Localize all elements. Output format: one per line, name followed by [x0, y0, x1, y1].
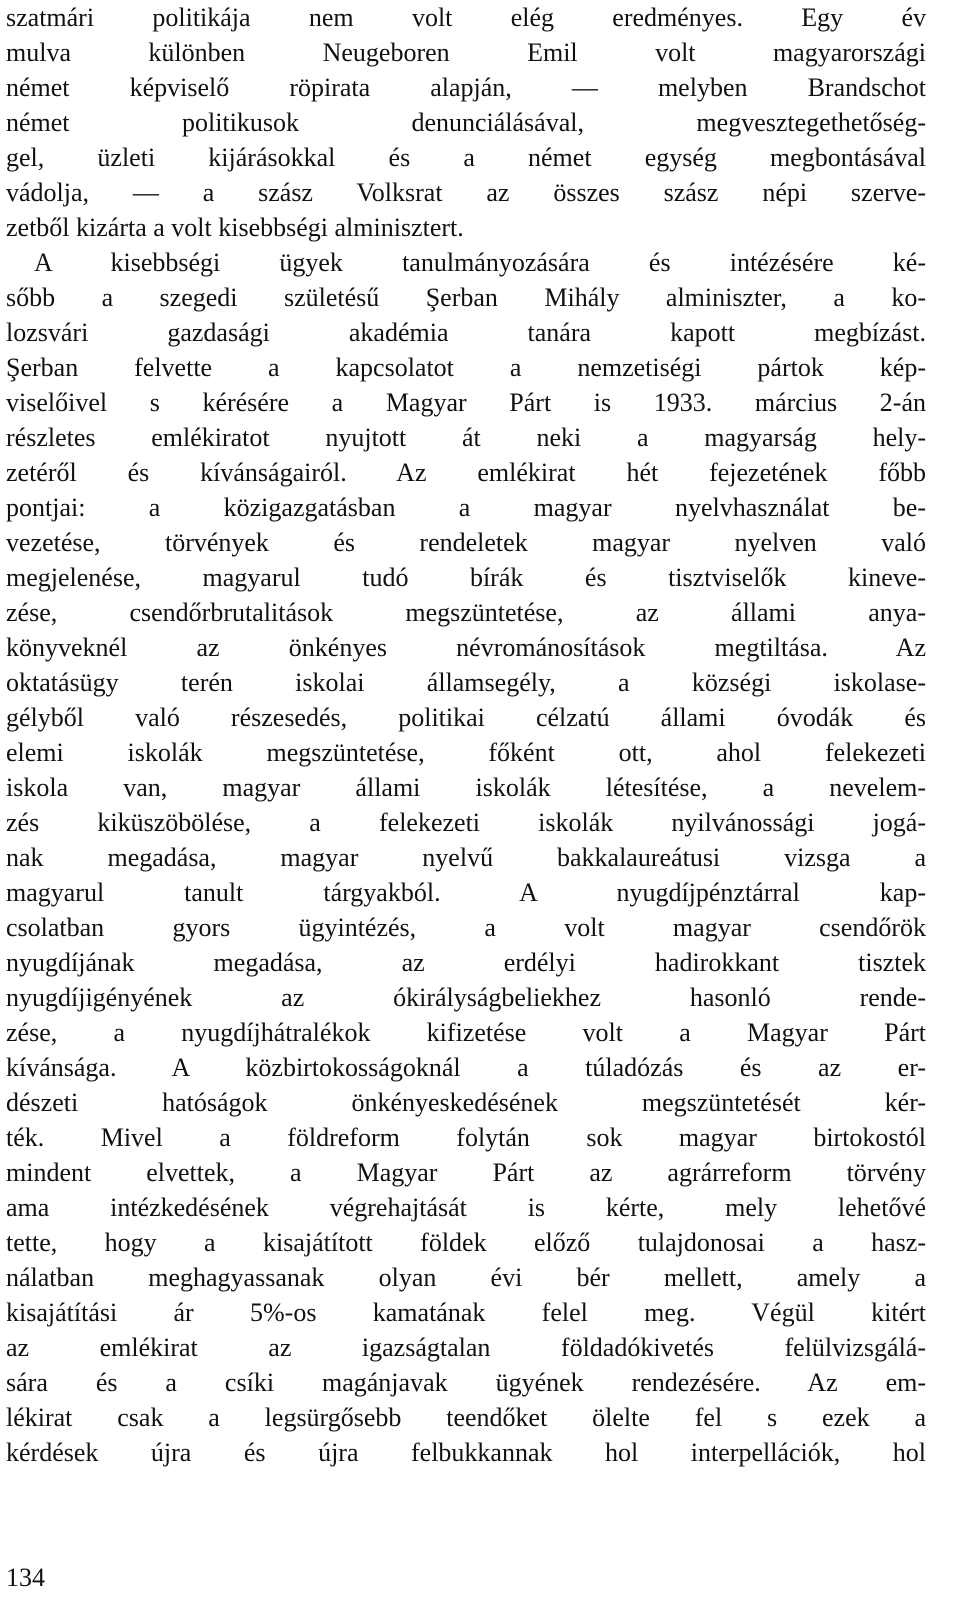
text-line: Şerban felvette a kapcsolatot a nemzetiségi pártok kép- [6, 353, 926, 382]
text-line: vezetése, törvények és rendeletek magyar nyelven való [6, 528, 926, 557]
text-line: kérdések újra és újra felbukkannak hol interpellációk, hol [6, 1438, 926, 1467]
text-line: iskola van, magyar állami iskolák létesítése, a nevelem- [6, 773, 926, 802]
text-line: lozsvári gazdasági akadémia tanára kapott megbízást. [6, 318, 926, 347]
text-line: zése, csendőrbrutalitások megszüntetése, az állami anya- [6, 598, 926, 627]
page-number: 134 [6, 1563, 45, 1592]
text-line: nak megadása, magyar nyelvű bakkalaureátusi vizsga a [6, 843, 926, 872]
text-line: viselőivel s kérésére a Magyar Párt is 1933. március 2-án [6, 388, 926, 417]
text-line: nyugdíjának megadása, az erdélyi hadirokkant tisztek [6, 948, 926, 977]
text-line: szatmári politikája nem volt elég eredményes. Egy év [6, 3, 926, 32]
text-line: kisajátítási ár 5%-os kamatának felel meg. Végül kitért [6, 1298, 926, 1327]
text-line: elemi iskolák megszüntetése, főként ott, ahol felekezeti [6, 738, 926, 767]
text-line: sára és a csíki magánjavak ügyének rendezésére. Az em- [6, 1368, 926, 1397]
text-line: dészeti hatóságok önkényeskedésének megszüntetését kér- [6, 1088, 926, 1117]
text-line: csolatban gyors ügyintézés, a volt magyar csendőrök [6, 913, 926, 942]
text-line: A kisebbségi ügyek tanulmányozására és intézésére ké- [34, 248, 926, 277]
text-line: német képviselő röpirata alapján, — melyben Brandschot [6, 73, 926, 102]
text-line: ték. Mivel a földreform folytán sok magyar birtokostól [6, 1123, 926, 1152]
text-line: pontjai: a közigazgatásban a magyar nyelvhasználat be- [6, 493, 926, 522]
text-line: zés kiküszöbölése, a felekezeti iskolák nyilvánossági jogá- [6, 808, 926, 837]
text-line: gélyből való részesedés, politikai célzatú állami óvodák és [6, 703, 926, 732]
text-line: tette, hogy a kisajátított földek előző tulajdonosai a hasz- [6, 1228, 926, 1257]
text-line: megjelenése, magyarul tudó bírák és tisztviselők kineve- [6, 563, 926, 592]
text-line: lékirat csak a legsürgősebb teendőket ölelte fel s ezek a [6, 1403, 926, 1432]
text-line: nyugdíjigényének az ókirályságbeliekhez hasonló rende- [6, 983, 926, 1012]
text-line: mindent elvettek, a Magyar Párt az agrárreform törvény [6, 1158, 926, 1187]
text-line: mulva különben Neugeboren Emil volt magyarországi [6, 38, 926, 67]
text-line: zése, a nyugdíjhátralékok kifizetése volt a Magyar Párt [6, 1018, 926, 1047]
text-line: magyarul tanult tárgyakból. A nyugdíjpénztárral kap- [6, 878, 926, 907]
text-line: nálatban meghagyassanak olyan évi bér mellett, amely a [6, 1263, 926, 1292]
text-line: részletes emlékiratot nyujtott át neki a magyarság hely- [6, 423, 926, 452]
text-line: kívánsága. A közbirtokosságoknál a túladózás és az er- [6, 1053, 926, 1082]
text-line: zetéről és kívánságairól. Az emlékirat hét fejezetének főbb [6, 458, 926, 487]
document-body [6, 0, 926, 1470]
text-line: német politikusok denunciálásával, megvesztegethetőség- [6, 108, 926, 137]
text-line: az emlékirat az igazságtalan földadókivetés felülvizsgálá- [6, 1333, 926, 1362]
text-line: könyveknél az önkényes névrománosítások megtiltása. Az [6, 633, 926, 662]
text-line: sőbb a szegedi születésű Şerban Mihály alminiszter, a ko- [6, 283, 926, 312]
text-line: ama intézkedésének végrehajtását is kérte, mely lehetővé [6, 1193, 926, 1222]
text-line: zetből kizárta a volt kisebbségi alminisztert. [6, 213, 464, 242]
text-line: gel, üzleti kijárásokkal és a német egység megbontásával [6, 143, 926, 172]
text-line: oktatásügy terén iskolai államsegély, a községi iskolase- [6, 668, 926, 697]
text-line: vádolja, — a szász Volksrat az összes szász népi szerve- [6, 178, 926, 207]
